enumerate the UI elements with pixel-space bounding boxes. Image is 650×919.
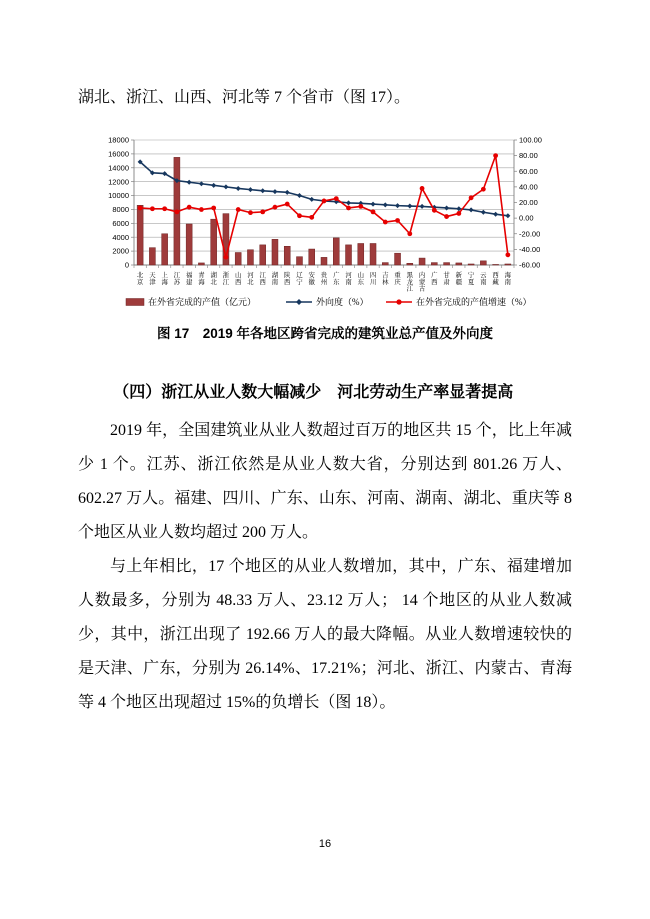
circle-marker [481, 187, 486, 192]
svg-text:上海: 上海 [161, 272, 168, 286]
circle-marker [432, 208, 437, 213]
svg-text:山西: 山西 [234, 272, 242, 286]
circle-marker [273, 205, 278, 210]
svg-text:湖北: 湖北 [210, 272, 217, 286]
svg-text:10000: 10000 [108, 191, 129, 201]
svg-text:广西: 广西 [431, 272, 438, 286]
figure-caption: 图 17 2019 年各地区跨省完成的建筑业总产值及外向度 [156, 326, 494, 341]
svg-text:8000: 8000 [112, 205, 129, 215]
circle-marker [444, 214, 449, 219]
section-heading: （四）浙江从业人数大幅减少 河北劳动生产率显著提高 [113, 384, 514, 401]
bar [296, 257, 302, 265]
figure-17-chart [90, 134, 560, 314]
circle-marker [346, 206, 351, 211]
svg-text:云南: 云南 [480, 272, 487, 286]
bar [211, 219, 217, 265]
svg-text:山东: 山东 [357, 272, 364, 286]
circle-marker [138, 206, 143, 211]
circle-marker [297, 213, 302, 218]
circle-marker [285, 202, 290, 207]
bar [419, 258, 425, 265]
bar [480, 261, 486, 265]
svg-text:60.00: 60.00 [519, 166, 538, 176]
bar [162, 234, 168, 265]
circle-marker [187, 205, 192, 210]
bar [247, 250, 253, 265]
bar [333, 238, 339, 265]
circle-marker [175, 209, 180, 214]
diamond-marker [420, 204, 425, 209]
svg-text:外向度（%）: 外向度（%） [316, 297, 369, 307]
legend-diamond-marker [296, 299, 302, 305]
svg-text:黑龙江: 黑龙江 [406, 272, 414, 293]
svg-text:四川: 四川 [369, 272, 377, 286]
y-axis-left-labels [108, 136, 129, 270]
y-axis-right-labels [519, 136, 542, 270]
circle-marker [395, 218, 400, 223]
svg-text:西藏: 西藏 [492, 272, 499, 286]
svg-text:0: 0 [124, 260, 129, 270]
diamond-marker [371, 202, 376, 207]
circle-marker [358, 204, 363, 209]
bar [431, 263, 437, 265]
bar [149, 248, 155, 265]
page-number: 16 [318, 838, 332, 850]
svg-text:在外省完成的产值增速（%）: 在外省完成的产值增速（%） [416, 297, 532, 307]
intro-paragraph: 湖北、浙江、山西、河北等 7 个省市（图 17）。 [78, 89, 411, 106]
svg-text:重庆: 重庆 [394, 272, 401, 286]
svg-text:4000: 4000 [112, 232, 129, 242]
bar [493, 264, 499, 265]
bar [198, 263, 204, 265]
diamond-marker [260, 188, 265, 193]
diamond-marker [493, 212, 498, 217]
circle-marker [199, 207, 204, 212]
diamond-marker [211, 183, 216, 188]
svg-text:江西: 江西 [259, 272, 266, 286]
bar [186, 224, 192, 265]
bar [505, 264, 511, 265]
svg-text:广东: 广东 [333, 272, 340, 286]
svg-text:内蒙古: 内蒙古 [418, 272, 426, 293]
bar [346, 245, 352, 265]
bar [321, 257, 327, 265]
circle-marker [211, 206, 216, 211]
svg-text:贵州: 贵州 [320, 272, 328, 286]
circle-marker [150, 206, 155, 211]
bar [444, 263, 450, 265]
circle-marker [334, 196, 339, 201]
svg-text:福建: 福建 [185, 272, 193, 286]
svg-text:20.00: 20.00 [519, 198, 538, 208]
diamond-marker [285, 190, 290, 195]
circle-marker [236, 207, 241, 212]
diamond-marker [199, 181, 204, 186]
diamond-marker [383, 202, 388, 207]
bar [235, 253, 241, 266]
svg-text:海南: 海南 [504, 272, 512, 286]
bars-series [137, 157, 511, 265]
circle-marker [383, 220, 388, 225]
circle-marker [322, 199, 327, 204]
svg-text:14000: 14000 [108, 163, 129, 173]
svg-text:辽宁: 辽宁 [296, 272, 303, 286]
figure-17 [78, 134, 572, 342]
bar [309, 249, 315, 265]
diamond-marker [223, 184, 228, 189]
svg-text:16000: 16000 [108, 149, 129, 159]
bar [272, 239, 278, 265]
bar [370, 243, 376, 265]
svg-text:-40.00: -40.00 [519, 244, 541, 254]
diamond-marker [297, 193, 302, 198]
bar [456, 263, 462, 265]
diamond-marker [505, 213, 510, 218]
svg-text:12000: 12000 [108, 177, 129, 187]
circle-marker [309, 215, 314, 220]
diamond-marker [395, 203, 400, 208]
circle-marker [456, 211, 461, 216]
circle-marker [505, 252, 510, 257]
circle-marker [371, 209, 376, 214]
diamond-marker [248, 187, 253, 192]
diamond-marker [407, 204, 412, 209]
svg-text:0.00: 0.00 [519, 213, 534, 223]
svg-text:天津: 天津 [149, 272, 156, 286]
svg-text:青海: 青海 [198, 272, 205, 286]
diamond-marker [236, 186, 241, 191]
body-paragraph-2: 与上年相比，17 个地区的从业人数增加，其中，广东、福建增加人数最多，分别为 48.33 万人、23.12 万人； 14 个地区的从业人数减少，其中，浙江出现了 192.66 万人的最大降幅。从业人数增速较快的是天津、广东，分别为 26.14%、17.21%；河北、浙江、内蒙古、青海等 4 个地区出现超过 15%的负增长（图 18）。 [78, 558, 572, 711]
bar [395, 253, 401, 265]
svg-text:河北: 河北 [247, 272, 254, 286]
svg-text:80.00: 80.00 [519, 151, 538, 161]
body-paragraph-1: 2019 年，全国建筑业从业人数超过百万的地区共 15 个，比上年减少 1 个。江苏、浙江依然是从业人数大省，分别达到 801.26 万人、602.27 万人。福建、四川、广东、山东、河南、湖南、湖北、重庆等 8 个地区从业人数均超过 200 万人。 [78, 422, 572, 541]
svg-text:-60.00: -60.00 [519, 260, 541, 270]
svg-text:新疆: 新疆 [455, 272, 463, 286]
diamond-marker [469, 207, 474, 212]
diamond-marker [346, 200, 351, 205]
legend-circle-marker [396, 299, 401, 304]
legend [126, 296, 532, 307]
bar [260, 245, 266, 265]
bar [137, 205, 143, 265]
svg-text:浙江: 浙江 [222, 272, 230, 286]
circle-marker [260, 209, 265, 214]
diamond-marker [187, 180, 192, 185]
circle-marker [420, 186, 425, 191]
bar [382, 263, 388, 265]
svg-text:40.00: 40.00 [519, 182, 538, 192]
bar [284, 246, 290, 265]
svg-text:湖南: 湖南 [271, 272, 279, 286]
diamond-marker [481, 210, 486, 215]
svg-text:在外省完成的产值（亿元）: 在外省完成的产值（亿元） [148, 297, 257, 307]
diamond-marker [272, 189, 277, 194]
svg-text:甘肃: 甘肃 [443, 272, 450, 286]
svg-text:吉林: 吉林 [382, 272, 389, 286]
circle-marker [493, 153, 498, 158]
svg-text:18000: 18000 [108, 135, 129, 145]
svg-text:安徽: 安徽 [308, 272, 315, 286]
svg-text:-20.00: -20.00 [519, 229, 541, 239]
bar [468, 264, 474, 265]
diamond-marker [309, 197, 314, 202]
svg-text:陕西: 陕西 [284, 272, 291, 286]
circle-marker [224, 255, 229, 260]
bar [358, 243, 364, 265]
bar [407, 263, 413, 265]
svg-text:100.00: 100.00 [519, 135, 542, 145]
circle-marker [248, 210, 253, 215]
circle-marker [469, 195, 474, 200]
legend-bar-swatch [126, 299, 144, 306]
svg-text:河南: 河南 [345, 272, 352, 286]
x-axis-labels [137, 270, 512, 293]
circle-marker [407, 231, 412, 236]
svg-text:2000: 2000 [112, 246, 129, 256]
circle-marker [162, 206, 167, 211]
svg-text:6000: 6000 [112, 218, 129, 228]
svg-text:宁夏: 宁夏 [467, 272, 475, 286]
svg-text:江苏: 江苏 [173, 272, 181, 286]
growth-rate-line [138, 153, 511, 259]
svg-text:北京: 北京 [136, 272, 144, 286]
